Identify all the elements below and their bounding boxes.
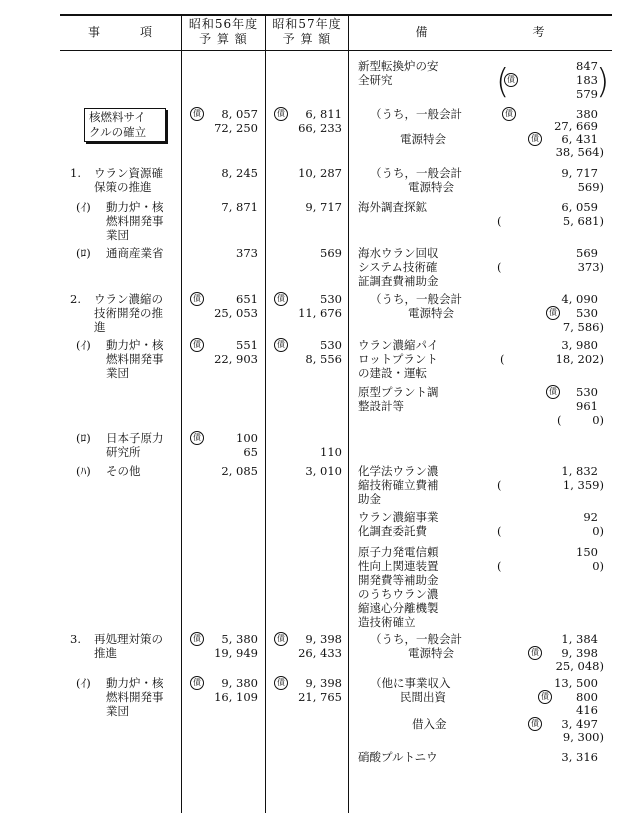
remark-value: 380 xyxy=(576,107,598,121)
header-bottom-rule xyxy=(60,50,612,51)
fy57-value: 6, 811 xyxy=(305,107,342,121)
remark-value: 847 xyxy=(576,59,598,73)
bond-mark: 債 xyxy=(190,632,204,646)
remark-value: 3, 316 xyxy=(561,750,598,764)
remark-label: ロットプラント xyxy=(358,352,438,366)
item-label: 核燃料サイ xyxy=(89,110,146,124)
remark-value: 25, 048) xyxy=(555,659,604,673)
remark-label: ウラン濃縮事業 xyxy=(358,510,439,524)
fy56-value: 19, 949 xyxy=(214,646,258,660)
remark-label: 化学法ウラン濃 xyxy=(358,464,439,478)
remark-label: 整設計等 xyxy=(358,399,404,413)
fy56-value: 8, 245 xyxy=(221,166,258,180)
remark-label: 全研究 xyxy=(358,73,393,87)
fy57-value: 66, 233 xyxy=(298,121,342,135)
item-label: 燃料開発事 xyxy=(106,352,164,366)
paren-open: ( xyxy=(497,559,502,573)
fy57-value: 9, 717 xyxy=(305,200,342,214)
fy56-value: 2, 085 xyxy=(221,464,258,478)
remark-label: 電源特会 xyxy=(408,646,454,660)
fy57-value: 530 xyxy=(320,338,342,352)
remark-label: 新型転換炉の安 xyxy=(358,59,439,73)
remark-label: （他に事業収入 xyxy=(370,676,451,690)
bond-mark: 債 xyxy=(504,73,518,87)
remark-value: 3, 980 xyxy=(561,338,598,352)
paren-open: ( xyxy=(497,524,502,538)
paren-open: ( xyxy=(557,413,562,427)
remark-value: 6, 431 xyxy=(561,132,598,146)
paren-open: ( xyxy=(497,478,502,492)
fy56-value: 5, 380 xyxy=(221,632,258,646)
remark-label: 硝酸プルトニウ xyxy=(358,750,438,764)
remark-label: 縮遠心分離機製 xyxy=(358,601,439,615)
remark-label: （うち，一般会計 xyxy=(370,632,462,646)
remark-value: 3, 497 xyxy=(561,717,598,731)
bond-mark: 債 xyxy=(546,306,560,320)
remark-value: 5, 681) xyxy=(562,214,604,228)
paren-open: ( xyxy=(496,62,510,102)
remark-value: 800 xyxy=(576,690,598,704)
bond-mark: 債 xyxy=(528,132,542,146)
remark-label: （うち，一般会計 xyxy=(370,107,462,121)
item-label: 業団 xyxy=(106,228,129,242)
remark-value: 27, 669 xyxy=(554,119,598,133)
bond-mark: 債 xyxy=(274,107,288,121)
remark-value: 579 xyxy=(576,87,598,101)
remark-value: 569 xyxy=(576,246,598,260)
bond-mark: 債 xyxy=(190,292,204,306)
remark-value: 9, 300) xyxy=(562,730,604,744)
header-remarks: 備 考 xyxy=(415,25,546,39)
remark-value: 416 xyxy=(576,703,598,717)
remark-label: 縮技術確立費補 xyxy=(358,478,439,492)
item-label: 研究所 xyxy=(106,445,141,459)
remark-value: 18, 202) xyxy=(555,352,604,366)
remark-value: 150 xyxy=(576,545,598,559)
fy56-value: 651 xyxy=(236,292,258,306)
item-number: (ﾛ) xyxy=(76,246,91,260)
remark-value: 530 xyxy=(576,385,598,399)
fy56-value: 7, 871 xyxy=(221,200,258,214)
remark-value: 0) xyxy=(592,413,604,427)
fy56-value: 551 xyxy=(236,338,258,352)
item-label: 推進 xyxy=(94,646,117,660)
remark-value: 0) xyxy=(592,524,604,538)
remark-value: 13, 500 xyxy=(554,676,598,690)
remark-value: 9, 717 xyxy=(561,166,598,180)
fy57-value: 11, 676 xyxy=(298,306,342,320)
remark-value: 0) xyxy=(592,559,604,573)
remark-label: のうちウラン濃 xyxy=(358,587,439,601)
item-label: 技術開発の推 xyxy=(94,306,163,320)
paren-close: ) xyxy=(596,62,610,102)
column-divider-2 xyxy=(265,14,266,813)
fy57-value: 8, 556 xyxy=(305,352,342,366)
column-divider-3 xyxy=(348,14,349,813)
fy56-value: 373 xyxy=(236,246,258,260)
fy56-value: 8, 057 xyxy=(221,107,258,121)
remark-value: 961 xyxy=(576,399,598,413)
fy56-value: 25, 053 xyxy=(214,306,258,320)
bond-mark: 債 xyxy=(546,385,560,399)
item-label: 燃料開発事 xyxy=(106,214,164,228)
remark-value: 1, 832 xyxy=(561,464,598,478)
remark-label: 原型プラント調 xyxy=(358,385,439,399)
bond-mark: 債 xyxy=(528,717,542,731)
item-label: 動力炉・核 xyxy=(106,200,164,214)
header-fy56-line1: 昭和56年度 xyxy=(188,17,259,31)
fy57-value: 10, 287 xyxy=(298,166,342,180)
bond-mark: 債 xyxy=(502,107,516,121)
item-number: (ﾛ) xyxy=(76,431,91,445)
remark-label: 開発費等補助金 xyxy=(358,573,439,587)
paren-open: ( xyxy=(500,352,505,366)
item-number: 3. xyxy=(70,632,81,646)
remark-value: 530 xyxy=(576,306,598,320)
remark-label: 証調査費補助金 xyxy=(358,274,439,288)
remark-label: （うち，一般会計 xyxy=(370,292,462,306)
remark-value: 7, 586) xyxy=(562,320,604,334)
fy56-value: 100 xyxy=(236,431,258,445)
remark-value: 183 xyxy=(576,73,598,87)
item-label: その他 xyxy=(106,464,141,478)
remark-value: 569) xyxy=(577,180,604,194)
item-number: (ｲ) xyxy=(76,676,91,690)
item-label: 通商産業省 xyxy=(106,246,164,260)
remark-label: 化調査委託費 xyxy=(358,524,427,538)
bond-mark: 債 xyxy=(528,646,542,660)
remark-label: 造技術確立 xyxy=(358,615,416,629)
bond-mark: 債 xyxy=(190,107,204,121)
item-label: 進 xyxy=(94,320,106,334)
remark-value: 9, 398 xyxy=(561,646,598,660)
fy56-value: 16, 109 xyxy=(214,690,258,704)
item-number: (ｲ) xyxy=(76,338,91,352)
item-label: 日本子原力 xyxy=(106,431,164,445)
fy57-value: 9, 398 xyxy=(305,676,342,690)
fy56-value: 72, 250 xyxy=(214,121,258,135)
item-number: 2. xyxy=(70,292,81,306)
item-number: 1. xyxy=(70,166,81,180)
bond-mark: 債 xyxy=(190,431,204,445)
item-label: 業団 xyxy=(106,704,129,718)
bond-mark: 債 xyxy=(274,676,288,690)
bond-mark: 債 xyxy=(190,676,204,690)
item-number: (ｲ) xyxy=(76,200,91,214)
remark-label: の建設・運転 xyxy=(358,366,427,380)
remark-value: 373) xyxy=(577,260,604,274)
remark-value: 4, 090 xyxy=(561,292,598,306)
header-item: 事 項 xyxy=(87,25,153,39)
item-label: ウラン濃縮の xyxy=(94,292,163,306)
fy57-value: 530 xyxy=(320,292,342,306)
item-number: (ﾊ) xyxy=(76,464,91,478)
fy57-value: 9, 398 xyxy=(305,632,342,646)
item-label: 動力炉・核 xyxy=(106,676,164,690)
remark-label: 借入金 xyxy=(412,717,447,731)
remark-value: 38, 564) xyxy=(555,145,604,159)
item-label: 再処理対策の xyxy=(94,632,163,646)
remark-value: 1, 359) xyxy=(562,478,604,492)
fy57-value: 26, 433 xyxy=(298,646,342,660)
table-top-rule xyxy=(60,14,612,16)
remark-label: システム技術確 xyxy=(358,260,438,274)
header-fy56-line2: 予 算 額 xyxy=(199,32,248,46)
item-label: ウラン資源確 xyxy=(94,166,163,180)
bond-mark: 債 xyxy=(274,338,288,352)
remark-label: 電源特会 xyxy=(400,132,446,146)
remark-label: 助金 xyxy=(358,492,381,506)
fy57-value: 110 xyxy=(320,445,342,459)
fy57-value: 3, 010 xyxy=(305,464,342,478)
remark-label: ウラン濃縮パイ xyxy=(358,338,439,352)
bond-mark: 債 xyxy=(274,292,288,306)
paren-open: ( xyxy=(497,214,502,228)
fy57-value: 569 xyxy=(320,246,342,260)
fy57-value: 21, 765 xyxy=(298,690,342,704)
bond-mark: 債 xyxy=(190,338,204,352)
paren-open: ( xyxy=(497,260,502,274)
remark-label: 原子力発電信頼 xyxy=(358,545,439,559)
item-label: 保策の推進 xyxy=(94,180,152,194)
remark-label: 海外調査探鉱 xyxy=(358,200,427,214)
fy56-value: 65 xyxy=(243,445,258,459)
item-label: 業団 xyxy=(106,366,129,380)
column-divider-1 xyxy=(181,14,182,813)
bond-mark: 債 xyxy=(538,690,552,704)
header-fy57-line1: 昭和57年度 xyxy=(272,17,342,31)
remark-label: 電源特会 xyxy=(408,306,454,320)
item-label: 動力炉・核 xyxy=(106,338,164,352)
header-fy57-line2: 予 算 額 xyxy=(282,32,332,46)
item-label: 燃料開発事 xyxy=(106,690,164,704)
remark-label: （うち，一般会計 xyxy=(370,166,462,180)
remark-value: 6, 059 xyxy=(561,200,598,214)
remark-label: 電源特会 xyxy=(408,180,454,194)
fy56-value: 22, 903 xyxy=(214,352,258,366)
bond-mark: 債 xyxy=(274,632,288,646)
remark-label: 性向上関連装置 xyxy=(358,559,439,573)
remark-label: 海水ウラン回収 xyxy=(358,246,439,260)
fy56-value: 9, 380 xyxy=(221,676,258,690)
remark-label: 民間出資 xyxy=(400,690,446,704)
remark-value: 92 xyxy=(583,510,598,524)
item-label: クルの確立 xyxy=(89,125,147,139)
remark-value: 1, 384 xyxy=(561,632,598,646)
